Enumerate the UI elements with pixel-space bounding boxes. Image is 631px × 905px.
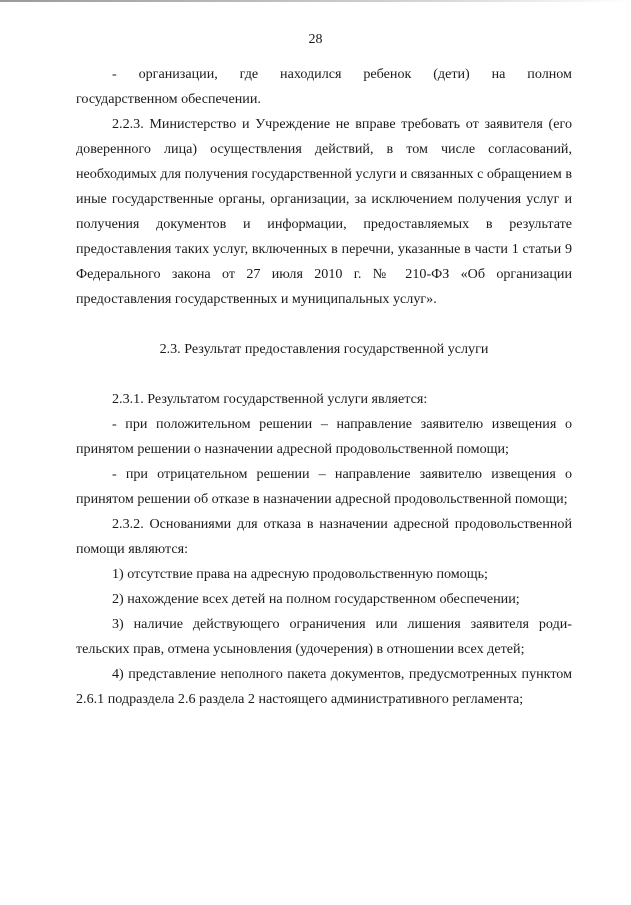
- word: ребенок: [363, 66, 412, 82]
- word: -: [112, 66, 117, 82]
- word: полном: [527, 66, 572, 82]
- word: находился: [280, 66, 342, 82]
- paragraph-organizations-line: [76, 62, 572, 87]
- word: организации,: [138, 66, 218, 82]
- scan-top-edge: [0, 0, 631, 2]
- list-item-2: 2) нахождение всех детей на полном государственном обеспечении;: [112, 591, 520, 607]
- word: (дети): [433, 66, 470, 82]
- document-body: [76, 62, 572, 712]
- list-item-4: 4) представление неполного пакета документов, предусмотренных пунктом 2.6.1 подраздела 2.6 раздела 2 настоящего административного регламента;: [76, 666, 572, 707]
- paragraph-2-2-3: 2.2.3. Министерство и Учреждение не вправе требовать от заявителя (его доверенного лица) осуществления действий, в том числе согласований, необходимых для получения государственной услуги и связанных с обращением в иные государственные органы, организации, за исключением получения услуг и получения документов и информации, предоставляемых в результате предоставления таких услуг, включенных в перечни, указанные в части 1 статьи 9 Федерального закона от 27 июля 2010 г. № 210-ФЗ «Об организации предоставления государственных и муниципальных услуг».: [76, 116, 572, 307]
- section-heading-2-3: 2.3. Результат предоставления государственной услуги: [159, 341, 489, 357]
- word: на: [491, 66, 506, 82]
- paragraph-2-3-1: 2.3.1. Результатом государственной услуги является:: [112, 391, 428, 407]
- paragraph-organizations-rest: государственном обеспечении.: [76, 91, 261, 107]
- paragraph-2-3-2: 2.3.2. Основаниями для отказа в назначении адресной продовольственной помощи являются:: [76, 516, 572, 557]
- word: где: [239, 66, 259, 82]
- list-item-3: 3) наличие действующего ограничения или лишения заявителя родительских прав, отмена усыновления (удочерения) в отношении всех детей;: [76, 616, 572, 657]
- paragraph-positive-decision: - при положительном решении – направление заявителю извещения о принятом решении о назначении адресной продовольственной помощи;: [76, 416, 572, 457]
- paragraph-negative-decision: - при отрицательном решении – направление заявителю извещения о принятом решении об отказе в назначении адресной продовольственной помощи;: [76, 466, 572, 507]
- list-item-1: 1) отсутствие права на адресную продовольственную помощь;: [112, 566, 488, 582]
- page-number: 28: [308, 32, 323, 47]
